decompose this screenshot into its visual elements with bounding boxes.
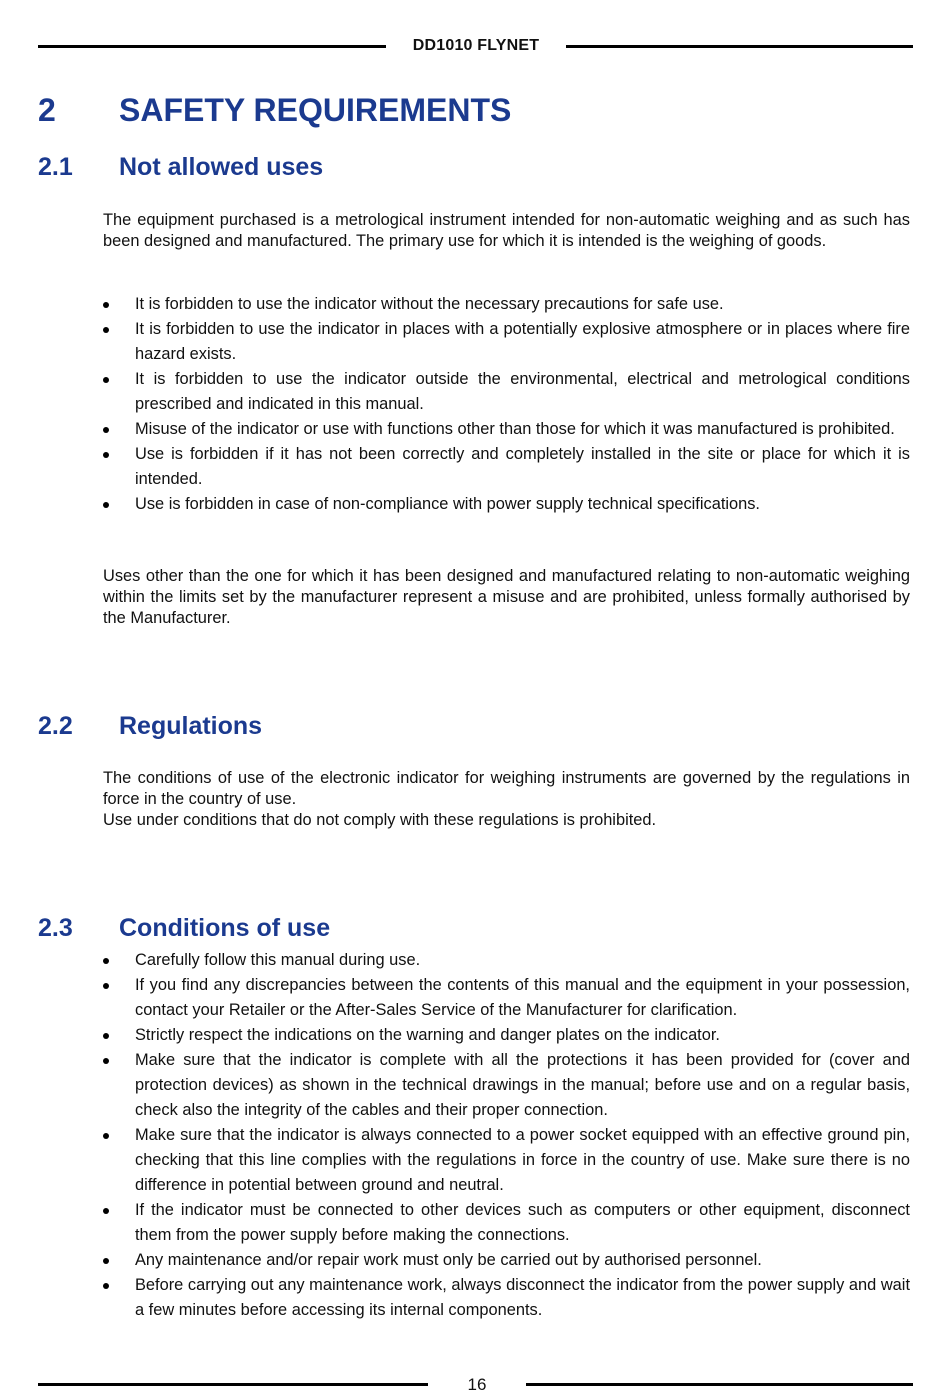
list-item xyxy=(103,948,910,973)
page-header xyxy=(38,34,913,58)
header-rule-left xyxy=(38,45,386,48)
bullet-icon xyxy=(103,1033,109,1039)
not-allowed-outro: Uses other than the one for which it has been designed and manufactured relating to non-automatic weighing within the limits set by the manufacturer represent a misuse and are prohibited, unless formally authorised by the Manufacturer. xyxy=(103,567,910,627)
bullet-icon xyxy=(103,377,109,383)
list-item-text: Make sure that the indicator is always connected to a power socket equipped with an effective ground pin, checking that this line complies with the regulations in force in the country of use. Make sure there is no difference in potential between ground and neutral. xyxy=(135,1126,910,1194)
page-footer xyxy=(38,1374,913,1396)
bullet-icon xyxy=(103,452,109,458)
list-item xyxy=(103,417,910,442)
subsection-number: 2.3 xyxy=(38,914,73,942)
conditions-list xyxy=(103,948,910,1323)
list-item xyxy=(103,973,910,1023)
list-item xyxy=(103,1123,910,1198)
not-allowed-intro: The equipment purchased is a metrological instrument intended for non-automatic weighing and as such has been designed and manufactured. The primary use for which it is intended is the weighing of goods. xyxy=(103,211,910,250)
header-title: DD1010 FLYNET xyxy=(412,37,540,54)
regulations-line-2: Use under conditions that do not comply with these regulations is prohibited. xyxy=(103,811,657,829)
list-item-text: Any maintenance and/or repair work must only be carried out by authorised personnel. xyxy=(135,1251,762,1269)
list-item-text: Make sure that the indicator is complete with all the protections it has been provided for (cover and protection devices) as shown in the technical drawings in the manual; before use and on a regular basis, check also the integrity of the cables and their proper connection. xyxy=(135,1051,910,1119)
section-heading xyxy=(38,92,511,129)
list-item-text: It is forbidden to use the indicator in places with a potentially explosive atmosphere or in places where fire hazard exists. xyxy=(135,320,910,363)
regulations-text xyxy=(103,768,910,831)
list-item xyxy=(103,492,910,517)
bullet-icon xyxy=(103,958,109,964)
list-item xyxy=(103,1023,910,1048)
list-item xyxy=(103,292,910,317)
bullet-icon xyxy=(103,1058,109,1064)
subsection-heading-2-1 xyxy=(38,153,323,182)
bullet-icon xyxy=(103,302,109,308)
not-allowed-list xyxy=(103,292,910,517)
bullet-icon xyxy=(103,502,109,508)
list-item-text: If the indicator must be connected to other devices such as computers or other equipment, disconnect them from the power supply before making the connections. xyxy=(135,1201,910,1244)
bullet-icon xyxy=(103,327,109,333)
subsection-heading-2-2 xyxy=(38,712,262,741)
list-item xyxy=(103,367,910,417)
list-item xyxy=(103,442,910,492)
page-number: 16 xyxy=(467,1375,487,1394)
subsection-title: Conditions of use xyxy=(119,914,331,942)
section-number: 2 xyxy=(38,92,56,128)
footer-rule-left xyxy=(38,1383,428,1386)
subsection-number: 2.1 xyxy=(38,153,73,181)
list-item-text: It is forbidden to use the indicator outside the environmental, electrical and metrological conditions prescribed and indicated in this manual. xyxy=(135,370,910,413)
bullet-icon xyxy=(103,427,109,433)
list-item-text: Misuse of the indicator or use with functions other than those for which it was manufactured is prohibited. xyxy=(135,420,895,438)
header-rule-right xyxy=(566,45,913,48)
bullet-icon xyxy=(103,983,109,989)
subsection-title: Not allowed uses xyxy=(119,153,324,181)
bullet-icon xyxy=(103,1258,109,1264)
list-item-text: Before carrying out any maintenance work, always disconnect the indicator from the power supply and wait a few minutes before accessing its internal components. xyxy=(135,1276,910,1319)
bullet-icon xyxy=(103,1133,109,1139)
regulations-line-1: The conditions of use of the electronic indicator for weighing instruments are governed by the regulations in force in the country of use. xyxy=(103,769,910,808)
list-item xyxy=(103,317,910,367)
bullet-icon xyxy=(103,1283,109,1289)
list-item-text: It is forbidden to use the indicator without the necessary precautions for safe use. xyxy=(135,295,724,313)
list-item-text: Carefully follow this manual during use. xyxy=(135,951,421,969)
subsection-title: Regulations xyxy=(119,712,263,740)
list-item-text: If you find any discrepancies between the contents of this manual and the equipment in your possession, contact your Retailer or the After-Sales Service of the Manufacturer for clarification. xyxy=(135,976,910,1019)
list-item xyxy=(103,1198,910,1248)
bullet-icon xyxy=(103,1208,109,1214)
list-item-text: Use is forbidden if it has not been correctly and completely installed in the site or place for which it is intended. xyxy=(135,445,910,488)
list-item xyxy=(103,1273,910,1323)
section-title: SAFETY REQUIREMENTS xyxy=(119,92,512,128)
list-item xyxy=(103,1248,910,1273)
list-item-text: Strictly respect the indications on the warning and danger plates on the indicator. xyxy=(135,1026,720,1044)
list-item-text: Use is forbidden in case of non-compliance with power supply technical specifications. xyxy=(135,495,760,513)
subsection-number: 2.2 xyxy=(38,712,73,740)
list-item xyxy=(103,1048,910,1123)
footer-rule-right xyxy=(526,1383,913,1386)
subsection-heading-2-3 xyxy=(38,914,330,943)
